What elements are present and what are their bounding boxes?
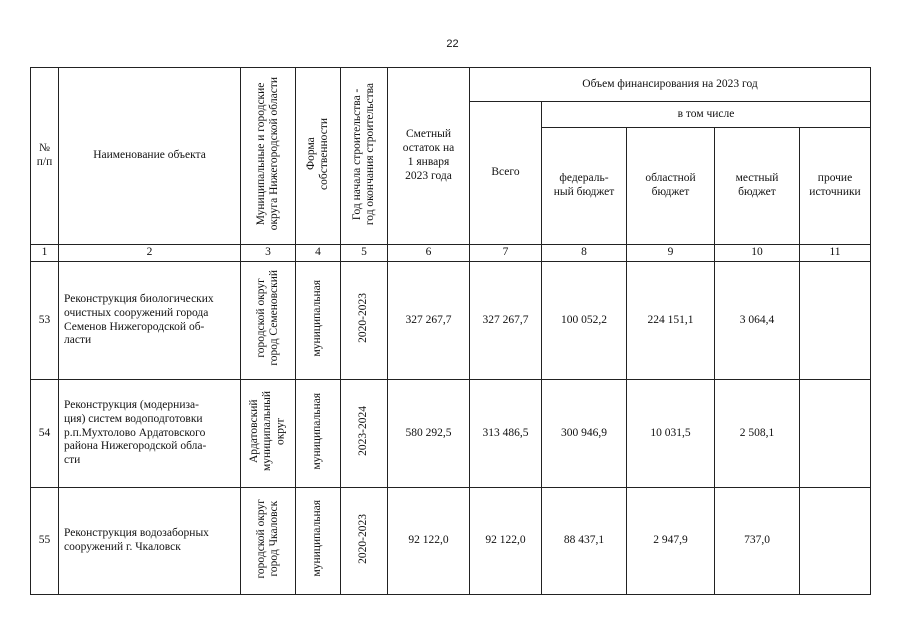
header-total: Всего [470, 102, 542, 245]
column-index: 5 [341, 245, 388, 262]
table-row [31, 380, 871, 488]
row-other [800, 488, 871, 595]
column-index: 10 [715, 245, 800, 262]
row-local: 2 508,1 [715, 380, 800, 488]
table-row [31, 262, 871, 380]
row-years-cell [341, 262, 388, 380]
column-index: 1 [31, 245, 59, 262]
row-balance: 580 292,5 [388, 380, 470, 488]
row-total: 327 267,7 [470, 262, 542, 380]
row-ownership-cell [296, 262, 341, 380]
row-num: 55 [31, 488, 59, 595]
row-federal: 300 946,9 [542, 380, 627, 488]
row-district-cell [241, 488, 296, 595]
header-district-cell [241, 68, 296, 245]
financing-table [30, 67, 871, 595]
row-ownership: муниципальная [311, 392, 324, 470]
row-num: 53 [31, 262, 59, 380]
table-row [31, 488, 871, 595]
column-index: 2 [59, 245, 241, 262]
row-local: 737,0 [715, 488, 800, 595]
row-local: 3 064,4 [715, 262, 800, 380]
row-object-name: Реконструкция водозаборных сооружений г. Чкаловск [59, 488, 241, 595]
header-ownership-cell [296, 68, 341, 245]
column-index-row [31, 245, 871, 262]
row-years-cell [341, 488, 388, 595]
row-regional: 224 151,1 [627, 262, 715, 380]
header-num: № п/п [31, 68, 59, 245]
header-district: Муниципальные и городские округа Нижегородской области [254, 76, 280, 231]
header-years: Год начала строительства - год окончания строительства [350, 82, 376, 225]
header-funding-group: Объем финансирования на 2023 год [470, 68, 871, 102]
row-regional: 2 947,9 [627, 488, 715, 595]
row-years: 2023-2024 [357, 406, 370, 457]
header-local: местный бюджет [715, 128, 800, 245]
row-other [800, 380, 871, 488]
row-district-cell [241, 380, 296, 488]
row-total: 92 122,0 [470, 488, 542, 595]
column-index: 7 [470, 245, 542, 262]
page-number: 22 [446, 38, 459, 50]
header-federal: федераль- ный бюджет [542, 128, 627, 245]
column-index: 9 [627, 245, 715, 262]
row-balance: 327 267,7 [388, 262, 470, 380]
row-object-name: Реконструкция (модерниза- ция) систем водоподготовки р.п.Мухтолово Ардатовского района Нижегородской обла- сти [59, 380, 241, 488]
row-federal: 88 437,1 [542, 488, 627, 595]
column-index: 8 [542, 245, 627, 262]
row-district-cell [241, 262, 296, 380]
row-district: городской округ город Чкаловск [254, 498, 280, 579]
row-years: 2020-2023 [357, 513, 370, 564]
column-index: 3 [241, 245, 296, 262]
row-district: Ардатовский муниципальный округ [248, 391, 287, 472]
row-other [800, 262, 871, 380]
column-index: 11 [800, 245, 871, 262]
row-district: городской округ город Семеновский [254, 270, 280, 366]
row-ownership-cell [296, 488, 341, 595]
header-balance: Сметный остаток на 1 января 2023 года [388, 68, 470, 245]
row-ownership: муниципальная [311, 279, 324, 357]
header-regional: областной бюджет [627, 128, 715, 245]
row-regional: 10 031,5 [627, 380, 715, 488]
header-ownership: Форма собственности [304, 117, 330, 190]
row-object-name: Реконструкция биологических очистных сооружений города Семенов Нижегородской об- ласти [59, 262, 241, 380]
row-ownership-cell [296, 380, 341, 488]
header-including-group: в том числе [542, 102, 871, 128]
column-index: 6 [388, 245, 470, 262]
row-years-cell [341, 380, 388, 488]
header-years-cell [341, 68, 388, 245]
row-years: 2020-2023 [357, 293, 370, 344]
row-total: 313 486,5 [470, 380, 542, 488]
column-index: 4 [296, 245, 341, 262]
row-federal: 100 052,2 [542, 262, 627, 380]
header-row-1 [31, 68, 871, 102]
header-other: прочие источники [800, 128, 871, 245]
row-num: 54 [31, 380, 59, 488]
row-balance: 92 122,0 [388, 488, 470, 595]
row-ownership: муниципальная [311, 500, 324, 577]
header-object-name: Наименование объекта [59, 68, 241, 245]
